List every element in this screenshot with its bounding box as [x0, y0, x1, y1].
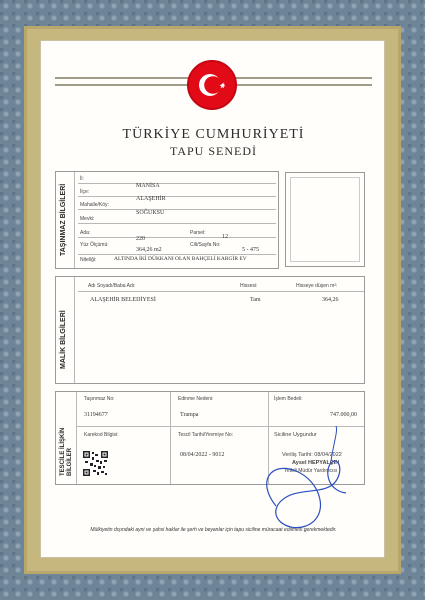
yuzolcumu-value: 364,26 m2 [136, 247, 162, 253]
document-title: TÜRKİYE CUMHURİYETİ [122, 127, 305, 142]
property-section [55, 171, 279, 269]
parsel-value: 12 [222, 234, 228, 240]
crescent-star-emblem-icon [187, 60, 237, 110]
divider [78, 209, 276, 210]
tescil-value: 08/04/2022 - 9012 [180, 452, 225, 458]
mevki-value: SOĞUKSU [136, 210, 165, 216]
niteligi-value: ALTINDA İKİ DÜKKANI OLAN BAHÇELİ KARGİR EV [114, 256, 247, 262]
tasinmaz-no-value: 31194677 [84, 412, 108, 418]
officer-title: Yetkili Müdür Yardımcısı [284, 468, 338, 474]
ada-value: 220 [136, 236, 145, 242]
karekod-label: Karekod Bilgisi: [84, 432, 119, 438]
mevki-label: Mevki: [80, 216, 95, 222]
owner-area-value: 364,26 [322, 297, 339, 303]
il-label: İl: [80, 176, 84, 182]
yuzolcumu-label: Yüz Ölçümü: [80, 242, 109, 248]
document-subtitle: TAPU SENEDİ [169, 144, 258, 158]
qr-code-icon [83, 451, 108, 476]
owner-name-value: ALAŞEHİR BELEDİYESİ [90, 297, 156, 303]
owner-section [55, 276, 365, 384]
verilis-label: Veriliş Tarihi: 08/04/2022 [282, 452, 342, 458]
signature-icon [236, 421, 356, 541]
photo-box [285, 172, 365, 267]
divider [78, 183, 276, 184]
divider [78, 254, 276, 255]
edinme-value: Trampa [180, 412, 199, 418]
owner-name-label: Adı Soyadı/Baba Adı: [88, 283, 136, 289]
divider [170, 392, 171, 484]
cilt-value: 5 - 475 [242, 247, 259, 253]
owner-share-label: Hissesi: [240, 283, 258, 289]
property-section-title: TAŞINMAZ BİLGİLERİ [60, 183, 67, 256]
tasinmaz-no-label: Taşınmaz No: [84, 396, 115, 402]
footer-note: Mülkiyetin dışındaki ayni ve şahsi haklar ile şerh ve beyanlar için tapu siciline müracaat edilmesi gerekmektedir. [90, 527, 337, 533]
deed-document [40, 40, 385, 558]
divider [78, 196, 276, 197]
divider [74, 277, 75, 383]
niteligi-label: Niteliği: [80, 257, 97, 263]
bedel-label: İşlem Bedeli: [274, 396, 303, 402]
tescil-label: Tescil Tarihi/Yevmiye No: [178, 432, 234, 438]
officer-name: Aysel HEPYALÇIN [292, 460, 340, 466]
ada-label: Ada: [80, 230, 91, 236]
divider [74, 172, 75, 268]
divider [76, 392, 77, 484]
divider [78, 223, 276, 224]
divider [78, 237, 276, 238]
mahalle-label: Mahalle/Köy: [80, 202, 109, 208]
registration-section-title: TESCİLE İLİŞKİN BİLGİLER [60, 427, 73, 476]
ilce-label: İlçe: [80, 189, 90, 195]
divider [78, 291, 364, 292]
edinme-label: Edinme Nedeni: [178, 396, 214, 402]
ilce-value: MANİSA [136, 183, 160, 189]
cilt-label: Cilt/Sayfa No: [190, 242, 221, 248]
owner-section-title: MALİK BİLGİLERİ [60, 310, 67, 369]
sicil-label: Siciline Uygundur [274, 432, 317, 438]
mahalle-value: ALAŞEHİR [136, 196, 166, 202]
owner-area-label: Hisseye düşen m²: [296, 283, 338, 289]
owner-share-value: Tam [250, 297, 261, 303]
parsel-label: Parsel: [190, 230, 206, 236]
bedel-value: 747.000,00 [330, 412, 357, 418]
